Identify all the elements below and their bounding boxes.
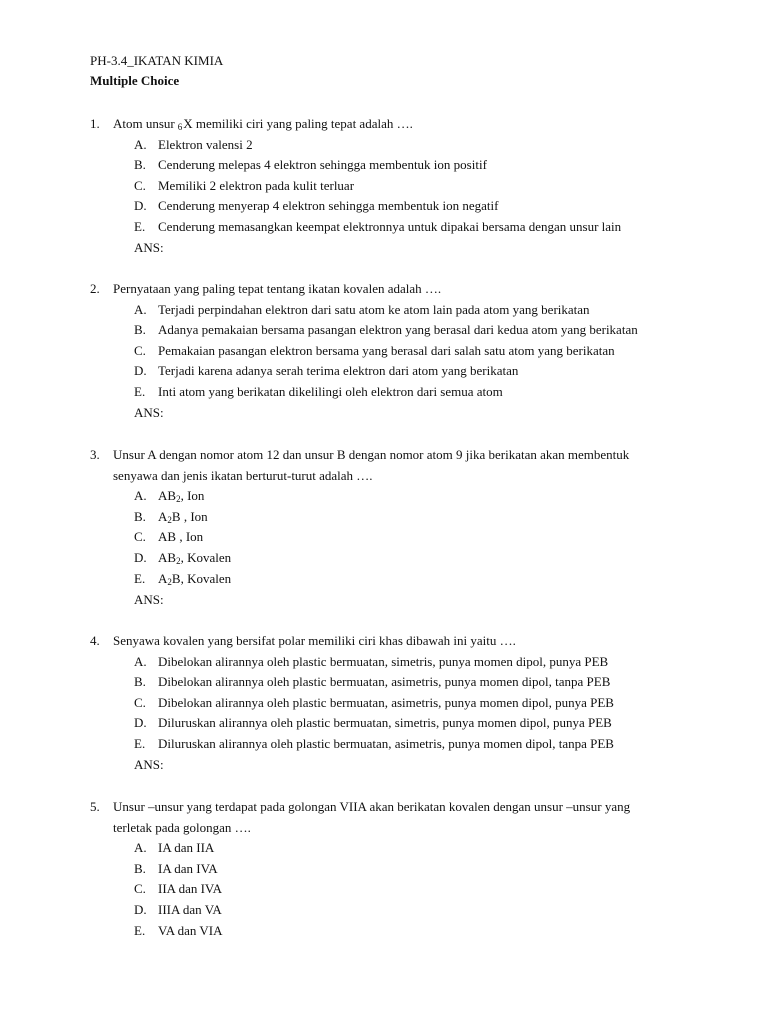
atomic-number-subscript: 6 <box>177 122 183 132</box>
option-letter: B. <box>134 157 146 172</box>
option-letter: E. <box>134 219 146 234</box>
option-letter: E. <box>134 384 146 399</box>
question-text-part: Atom unsur <box>113 116 175 131</box>
formula-part: B <box>171 509 181 524</box>
answer-label: ANS: <box>134 240 164 255</box>
option-text: IA dan IVA <box>158 861 218 876</box>
option-letter: B. <box>134 674 146 689</box>
option-text: Cenderung memasangkan keempat elektronnya untuk dipakai bersama dengan unsur lain <box>158 219 622 234</box>
formula-subscript: 2 <box>167 577 172 587</box>
question-text-part: X memiliki ciri yang paling tepat adalah …. <box>183 116 413 131</box>
option-letter: C. <box>134 343 146 358</box>
question-text: senyawa dan jenis ikatan berturut-turut adalah …. <box>113 468 373 483</box>
formula: AB <box>158 488 177 503</box>
formula: AB <box>158 550 177 565</box>
option-text: Diluruskan alirannya oleh plastic bermuatan, asimetris, punya momen dipol, tanpa PEB <box>158 736 614 751</box>
question-text: Pernyataan yang paling tepat tentang ikatan kovalen adalah …. <box>113 281 442 296</box>
formula-subscript: 2 <box>167 515 172 525</box>
formula-part: B <box>171 571 181 586</box>
formula: A <box>158 509 168 524</box>
option-letter: C. <box>134 178 146 193</box>
option-letter: A. <box>134 840 147 855</box>
answer-label: ANS: <box>134 757 164 772</box>
option-letter: D. <box>134 363 147 378</box>
option-letter: C. <box>134 529 146 544</box>
question-text <box>113 116 413 135</box>
question-number: 4. <box>90 633 100 648</box>
question-text: Unsur –unsur yang terdapat pada golongan VIIA akan berikatan kovalen dengan unsur –unsur yang <box>113 799 631 814</box>
answer-label: ANS: <box>134 592 164 607</box>
question-text: terletak pada golongan …. <box>113 820 251 835</box>
option-letter: E. <box>134 736 146 751</box>
option-letter: A. <box>134 302 147 317</box>
option-suffix: , Kovalen <box>180 550 232 565</box>
section-heading: Multiple Choice <box>90 73 180 88</box>
answer-label: ANS: <box>134 405 164 420</box>
option-letter: D. <box>134 715 147 730</box>
question-number: 1. <box>90 116 100 131</box>
option-text: IIA dan IVA <box>158 881 223 896</box>
option-letter: C. <box>134 695 146 710</box>
option-letter: D. <box>134 550 147 565</box>
option-text: VA dan VIA <box>158 923 223 938</box>
question-number: 5. <box>90 799 100 814</box>
option-text: Elektron valensi 2 <box>158 137 253 152</box>
option-text <box>158 550 231 569</box>
option-suffix: , Kovalen <box>180 571 232 586</box>
option-text: Cenderung menyerap 4 elektron sehingga membentuk ion negatif <box>158 198 499 213</box>
option-text <box>158 571 231 590</box>
formula: A <box>158 571 168 586</box>
option-text: Diluruskan alirannya oleh plastic bermuatan, simetris, punya momen dipol, punya PEB <box>158 715 612 730</box>
option-text: IA dan IIA <box>158 840 215 855</box>
option-text: Pemakaian pasangan elektron bersama yang berasal dari salah satu atom yang berikatan <box>158 343 615 358</box>
option-letter: A. <box>134 137 147 152</box>
formula-subscript: 2 <box>176 556 181 566</box>
question-number: 3. <box>90 447 100 462</box>
option-text: Cenderung melepas 4 elektron sehingga membentuk ion positif <box>158 157 487 172</box>
question-number: 2. <box>90 281 100 296</box>
formula-subscript: 2 <box>176 494 181 504</box>
option-letter: B. <box>134 509 146 524</box>
question-text: Unsur A dengan nomor atom 12 dan unsur B dengan nomor atom 9 jika berikatan akan membentuk <box>113 447 630 462</box>
question-text: Senyawa kovalen yang bersifat polar memiliki ciri khas dibawah ini yaitu …. <box>113 633 516 648</box>
option-text <box>158 529 203 545</box>
option-text: Dibelokan alirannya oleh plastic bermuatan, asimetris, punya momen dipol, punya PEB <box>158 695 614 710</box>
option-letter: A. <box>134 654 147 669</box>
document-title: PH-3.4_IKATAN KIMIA <box>90 53 224 68</box>
option-letter: C. <box>134 881 146 896</box>
option-text <box>158 488 204 507</box>
option-text: Adanya pemakaian bersama pasangan elektron yang berasal dari kedua atom yang berikatan <box>158 322 638 337</box>
option-text: Inti atom yang berikatan dikelilingi oleh elektron dari semua atom <box>158 384 503 399</box>
option-suffix: , Ion <box>180 488 205 503</box>
option-text: IIIA dan VA <box>158 902 222 917</box>
option-text <box>158 509 208 528</box>
option-letter: A. <box>134 488 147 503</box>
option-letter: E. <box>134 923 146 938</box>
option-suffix: , Ion <box>180 509 208 524</box>
option-text: Terjadi perpindahan elektron dari satu atom ke atom lain pada atom yang berikatan <box>158 302 590 317</box>
option-letter: B. <box>134 322 146 337</box>
option-letter: D. <box>134 198 147 213</box>
option-letter: E. <box>134 571 146 586</box>
option-letter: B. <box>134 861 146 876</box>
formula: AB <box>158 529 177 544</box>
option-suffix: , Ion <box>176 529 204 544</box>
option-text: Dibelokan alirannya oleh plastic bermuatan, simetris, punya momen dipol, punya PEB <box>158 654 609 669</box>
option-text: Dibelokan alirannya oleh plastic bermuatan, asimetris, punya momen dipol, tanpa PEB <box>158 674 611 689</box>
option-text: Terjadi karena adanya serah terima elektron dari atom yang berikatan <box>158 363 519 378</box>
option-letter: D. <box>134 902 147 917</box>
option-text: Memiliki 2 elektron pada kulit terluar <box>158 178 355 193</box>
